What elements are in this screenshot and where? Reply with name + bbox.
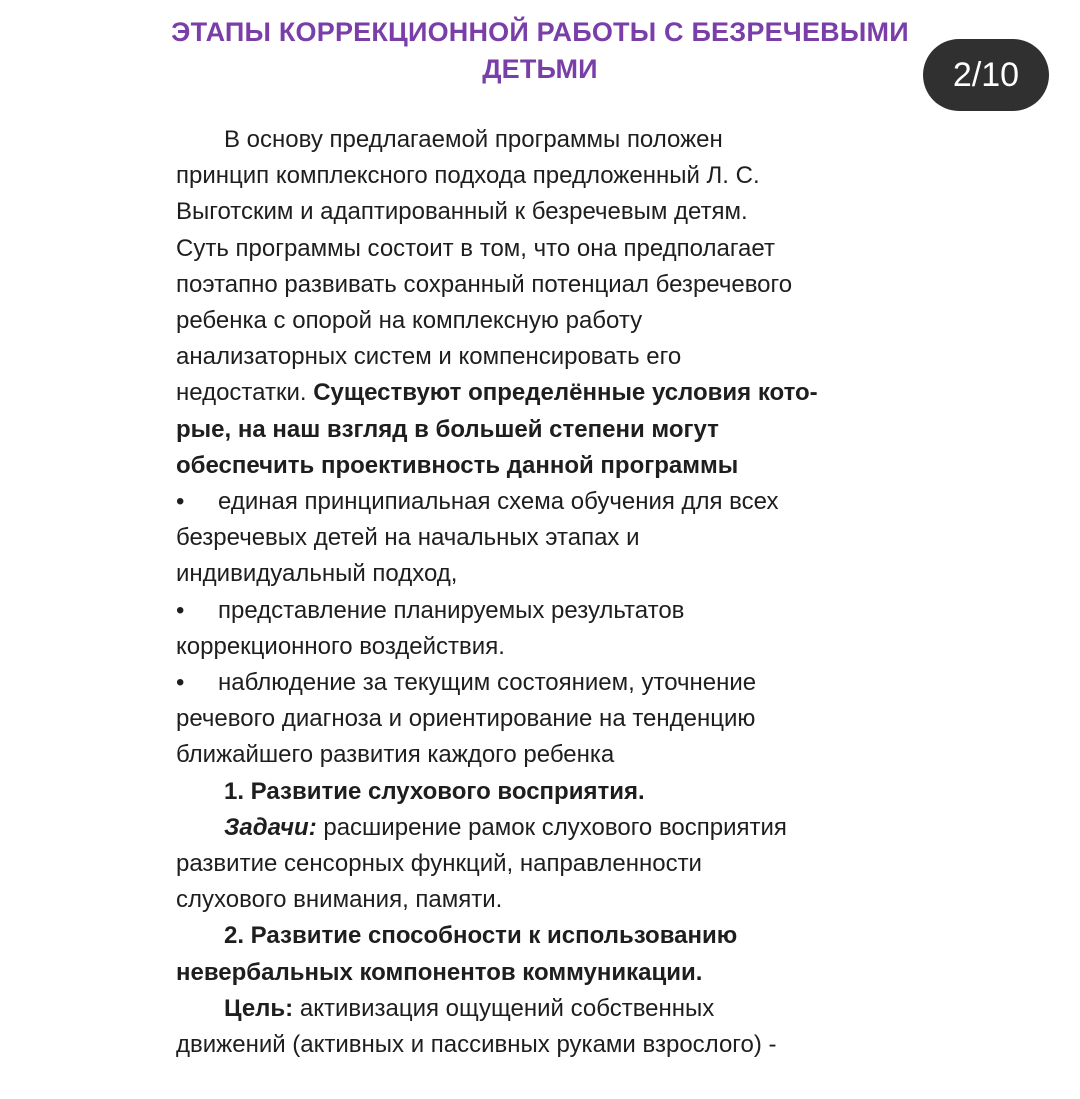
paragraph-line: поэтапно развивать сохранный потенциал безречевого	[176, 270, 793, 298]
bullet-text-line: речевого диагноза и ориентирование на тенденцию	[176, 705, 756, 733]
paragraph-line: принцип комплексного подхода предложенный Л. С.	[176, 162, 760, 190]
paragraph-line: ребенка с опорой на комплексную работу	[176, 307, 643, 335]
bullet-icon: •	[176, 669, 185, 697]
tasks-text-line: развитие сенсорных функций, направленности	[176, 850, 702, 878]
bullet-text: представление планируемых результатов	[218, 596, 685, 624]
paragraph-line: Выготским и адаптированный к безречевым детям.	[176, 198, 748, 226]
paragraph-line: В основу предлагаемой программы положен	[224, 126, 723, 153]
bullet-text: единая принципиальная схема обучения для всех	[218, 488, 779, 516]
paragraph-line: Суть программы состоит в том, что она предполагает	[176, 234, 775, 262]
paragraph-line: анализаторных систем и компенсировать его	[176, 343, 682, 371]
paragraph-line	[176, 375, 896, 411]
document-title	[150, 14, 930, 88]
bullet-text: наблюдение за текущим состоянием, уточнение	[218, 669, 757, 697]
goal-text: активизация ощущений собственных	[299, 994, 715, 1022]
section-heading-continuation: невербальных компонентов коммуникации.	[176, 958, 703, 986]
section-heading: 2. Развитие способности к использованию	[224, 922, 738, 950]
bullet-icon: •	[176, 488, 185, 516]
document-body	[176, 122, 896, 1063]
bullet-item	[176, 484, 896, 520]
page-counter-badge[interactable]: 2/10	[923, 39, 1049, 111]
tasks-text: расширение рамок слухового восприятия	[323, 813, 787, 841]
goal-label: Цель:	[224, 994, 294, 1022]
goal-text-line: движений (активных и пассивных руками взрослого) -	[176, 1031, 777, 1059]
tasks-text-line: слухового внимания, памяти.	[176, 886, 503, 914]
section-heading: 1. Развитие слухового восприятия.	[224, 777, 645, 805]
paragraph-text: недостатки.	[176, 379, 307, 407]
document-title-line1: ЭТАПЫ КОРРЕКЦИОННОЙ РАБОТЫ С БЕЗРЕЧЕВЫМИ	[171, 17, 909, 47]
goal-line	[176, 991, 896, 1027]
bullet-text-line: коррекционного воздействия.	[176, 632, 505, 660]
bullet-text-line: безречевых детей на начальных этапах и	[176, 524, 640, 552]
bullet-text-line: индивидуальный подход,	[176, 560, 458, 588]
tasks-label: Задачи:	[224, 813, 317, 841]
bullet-icon: •	[176, 596, 185, 624]
bullet-text-line: ближайшего развития каждого ребенка	[176, 741, 615, 769]
paragraph-bold-line: рые, на наш взгляд в большей степени могут	[176, 415, 719, 443]
tasks-line	[176, 810, 896, 846]
bullet-item	[176, 665, 896, 701]
paragraph-bold-text: Существуют определённые условия кото-	[313, 379, 818, 407]
bullet-item	[176, 593, 896, 629]
document-title-line2: ДЕТЬМИ	[482, 54, 598, 84]
paragraph-bold-line: обеспечить проективность данной программы	[176, 451, 739, 479]
